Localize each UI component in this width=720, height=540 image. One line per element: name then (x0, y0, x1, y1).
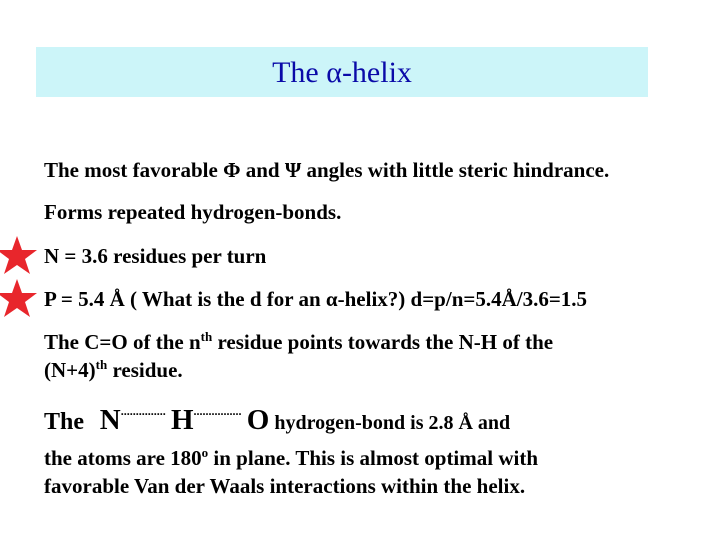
title-alpha-symbol: α (326, 56, 342, 89)
line-planar-text-b: in plane. This is almost optimal with (208, 446, 539, 470)
line-pitch (44, 287, 587, 312)
superscript-th: th (200, 329, 213, 344)
superscript-degree: o (201, 445, 209, 460)
line-angles-text-c: angles with little steric hindrance. (301, 158, 610, 182)
alpha-symbol: α (325, 287, 338, 311)
hbond-length-text: hydrogen-bond is 2.8 Å and (269, 412, 511, 434)
title-prefix: The (272, 56, 327, 89)
line-n4-text-b: residue. (107, 358, 183, 382)
line-angles-text-a: The most favorable (44, 158, 224, 182)
oxygen-atom: O (246, 404, 270, 436)
line-angles-text-b: and (240, 158, 285, 182)
line-planar-atoms (44, 446, 538, 471)
psi-symbol: Ψ (284, 158, 302, 182)
line-hbonds: Forms repeated hydrogen-bonds. (44, 200, 342, 224)
slide-title (36, 56, 648, 90)
line-hbond-diagram (44, 404, 510, 437)
star-icon (0, 278, 38, 320)
line-van-der-waals: favorable Van der Waals interactions within the helix. (44, 474, 526, 498)
nitrogen-atom: N (99, 404, 121, 436)
title-banner (36, 47, 648, 97)
superscript-th: th (95, 357, 108, 372)
hbond-dots: ................ (193, 404, 242, 418)
line-angles (44, 158, 609, 183)
star-icon (0, 235, 38, 277)
hbond-the-label: The (44, 409, 85, 435)
hbond-dots: ............... (120, 404, 166, 418)
line-co-nh (44, 330, 553, 355)
phi-symbol: Φ (223, 158, 241, 182)
hydrogen-atom: H (170, 404, 194, 436)
line-n4-text-a: (N+4) (44, 358, 96, 382)
line-pitch-text-a: P = 5.4 Å ( What is the d for an (44, 287, 326, 311)
line-n-plus-4 (44, 358, 183, 383)
line-pitch-text-b: -helix?) d=p/n=5.4Å/3.6=1.5 (337, 287, 588, 311)
line-residues-per-turn: N = 3.6 residues per turn (44, 244, 267, 268)
line-co-text-b: residue points towards the N-H of the (212, 330, 554, 354)
line-co-text-a: The C=O of the n (44, 330, 201, 354)
title-suffix: -helix (341, 56, 412, 89)
line-planar-text-a: the atoms are 180 (44, 446, 202, 470)
